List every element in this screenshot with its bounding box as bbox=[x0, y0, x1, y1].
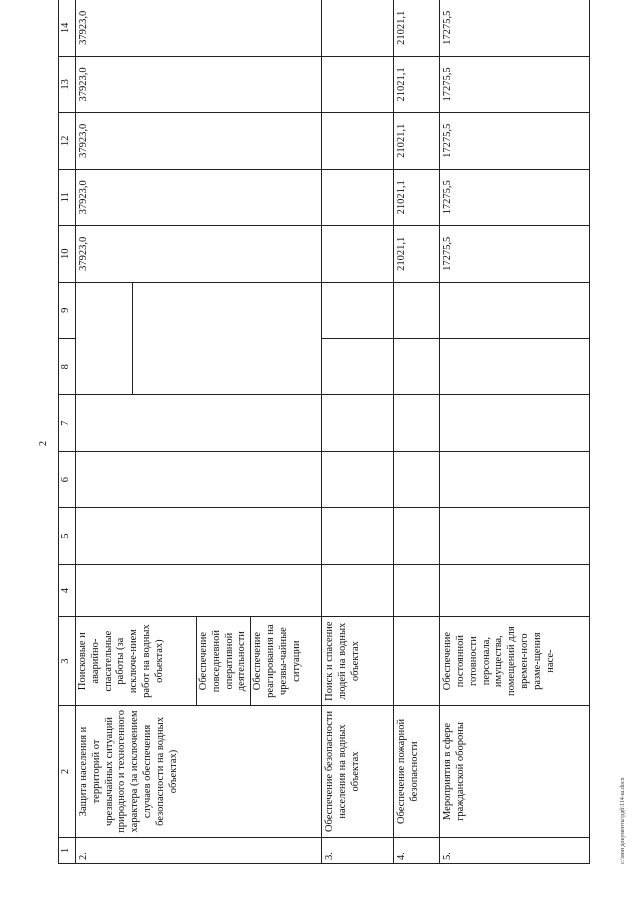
header-cell: 7 bbox=[59, 395, 76, 451]
row-number: 3. bbox=[322, 837, 394, 863]
value-cell: 37923,0 bbox=[76, 169, 322, 225]
header-cell: 10 bbox=[59, 226, 76, 282]
header-cell: 4 bbox=[59, 564, 76, 616]
budget-table bbox=[58, 0, 590, 864]
value-cell: 21021,1 bbox=[394, 0, 440, 56]
value-cell: 37923,0 bbox=[76, 0, 322, 56]
row-number: 5. bbox=[440, 837, 590, 863]
header-cell: 14 bbox=[59, 0, 76, 56]
header-cell: 11 bbox=[59, 169, 76, 225]
table-row bbox=[394, 0, 440, 864]
value-cell: 37923,0 bbox=[76, 226, 322, 282]
header-cell: 8 bbox=[59, 339, 76, 395]
table-row bbox=[76, 0, 322, 864]
value-cell: 17275,5 bbox=[440, 226, 590, 282]
measure-text: Поисковые и аварийно-спасательные работы (за исключе-нием работ на водных объектах) bbox=[76, 617, 197, 705]
header-cell: 12 bbox=[59, 113, 76, 169]
value-cell: 21021,1 bbox=[394, 169, 440, 225]
measure-text: Поиск и спасение людей на водных объектах bbox=[322, 617, 394, 706]
table-row bbox=[322, 0, 394, 864]
value-cell: 17275,5 bbox=[440, 56, 590, 112]
value-cell: 21021,1 bbox=[394, 226, 440, 282]
row-goal: Мероприятия в сфере гражданской обороны bbox=[440, 706, 590, 838]
row-goal: Обеспечение пожарной безопасности bbox=[394, 706, 440, 838]
measure-text: Обеспечение реагирования на чрезвы-чайные ситуации bbox=[252, 624, 302, 698]
header-cell: 9 bbox=[59, 282, 76, 338]
value-cell: 21021,1 bbox=[394, 113, 440, 169]
value-cell: 17275,5 bbox=[440, 113, 590, 169]
value-cell: 21021,1 bbox=[394, 56, 440, 112]
row-number: 2. bbox=[76, 837, 322, 863]
row-goal: Обеспечение безопасности населения на водных объектах bbox=[322, 706, 394, 838]
header-cell: 2 bbox=[59, 706, 76, 838]
header-cell: 6 bbox=[59, 451, 76, 507]
measure-text: Обеспечение постоянной готовности персонала, имущества, помещений для времен-ного разме-щения насе- bbox=[440, 617, 590, 706]
row-number: 4. bbox=[394, 837, 440, 863]
measure-text: Обеспечение повседневной оперативной деятельности bbox=[197, 617, 251, 705]
header-cell: 3 bbox=[59, 617, 76, 706]
value-cell: 37923,0 bbox=[76, 113, 322, 169]
row-goal: Защита населения и территорий от чрезвычайных ситуаций природного и техногенного характера (за исключением случаев обеспечения безопасности на водных объектах) bbox=[76, 706, 322, 838]
document-table-sheet bbox=[58, 0, 607, 864]
header-cell: 1 bbox=[59, 837, 76, 863]
value-cell: 17275,5 bbox=[440, 169, 590, 225]
footer-file-path: c:\мои документы\рдб\114-ш.docx bbox=[620, 777, 626, 864]
page-number: 2 bbox=[38, 441, 49, 446]
table-row bbox=[440, 0, 590, 864]
table-header-row bbox=[59, 0, 76, 864]
value-cell: 17275,5 bbox=[440, 0, 590, 56]
measures-list bbox=[76, 617, 321, 705]
header-cell: 13 bbox=[59, 56, 76, 112]
header-cell: 5 bbox=[59, 508, 76, 564]
value-cell: 37923,0 bbox=[76, 56, 322, 112]
